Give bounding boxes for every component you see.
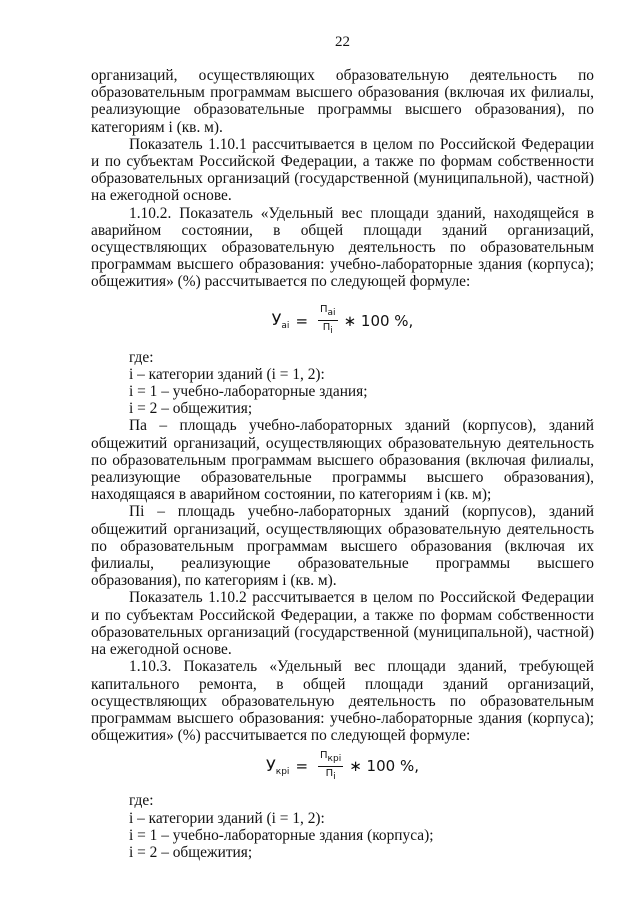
formula-lhs: $У_{аi}$	[271, 310, 290, 332]
where-label: где:	[129, 792, 154, 810]
formula-rhs: ∗ 100 %,	[349, 757, 419, 776]
category-2: i = 2 – общежития;	[129, 400, 253, 418]
definition-pa: Па – площадь учебно-лабораторных зданий (корпусов), зданий общежитий организаций, осуществляющих образовательную деятельность по образовательным программам высшего образования (включая филиалы, реализующие образовательные программы высшего образования), находящаяся в аварийном состоянии, по категориям i (кв. м);	[91, 417, 594, 504]
category-1: i = 1 – учебно-лабораторные здания (корпуса);	[129, 826, 434, 844]
paragraph-1-10-3: 1.10.3. Показатель «Удельный вес площади зданий, требующей капитального ремонта, в общей площади зданий организаций, осуществляющих образовательную деятельность по образовательным программам высшего образования: учебно-лабораторные здания (корпуса); общежития» (%) рассчитывается по следующей формуле:	[91, 658, 594, 745]
paragraph-1-10-2: 1.10.2. Показатель «Удельный вес площади зданий, находящейся в аварийном состоянии, в общей площади зданий организаций, осуществляющих образовательную деятельность по образовательным программам высшего образования: учебно-лабораторные здания (корпуса); общежития» (%) рассчитывается по следующей формуле:	[91, 204, 594, 291]
category-definition: i – категории зданий (i = 1, 2):	[129, 365, 325, 383]
formula-fraction: $\frac{\text{Пкрi}}{Пi}$	[320, 749, 342, 782]
paragraph-1-10-1-note: Показатель 1.10.1 рассчитывается в целом по Российской Федерации и по субъектам Российской Федерации, а также по формам собственности образовательных организаций (государственной (муниципальной), частной) на ежегодной основе.	[91, 135, 594, 205]
category-definition: i – категории зданий (i = 1, 2):	[129, 809, 325, 827]
formula-emergency-share: $У_{аi}$ = $\frac{\text{Паi}}{Пi}$ ∗ 100 %,	[271, 304, 414, 337]
page-number: 22	[335, 34, 350, 50]
where-label: где:	[129, 348, 154, 366]
paragraph-1-10-2-note: Показатель 1.10.2 рассчитывается в целом по Российской Федерации и по субъектам Российской Федерации, а также по формам собственности образовательных организаций (государственной (муниципальной), частной) на ежегодной основе.	[91, 589, 594, 659]
formula-lhs: $У_{крi}$	[266, 755, 290, 777]
formula-rhs: ∗ 100 %,	[343, 311, 414, 330]
category-1: i = 1 – учебно-лабораторные здания;	[129, 383, 368, 401]
paragraph-continuation: организаций, осуществляющих образовательную деятельность по образовательным программам высшего образования (включая их филиалы, реализующие образовательные программы высшего образования), по категориям i (кв. м).	[91, 67, 594, 136]
category-2: i = 2 – общежития;	[129, 843, 253, 861]
formula-repair-share: $У_{крi}$ = $\frac{\text{Пкрi}}{Пi}$ ∗ 100 %,	[266, 749, 419, 782]
formula-fraction: $\frac{\text{Паi}}{Пi}$	[320, 304, 336, 337]
definition-pi: Пi – площадь учебно-лабораторных зданий (корпусов), зданий общежитий организаций, осуществляющих образовательную деятельность по образовательным программам высшего образования (включая их филиалы, реализующие образовательные программы высшего образования), по категориям i (кв. м).	[91, 503, 594, 590]
